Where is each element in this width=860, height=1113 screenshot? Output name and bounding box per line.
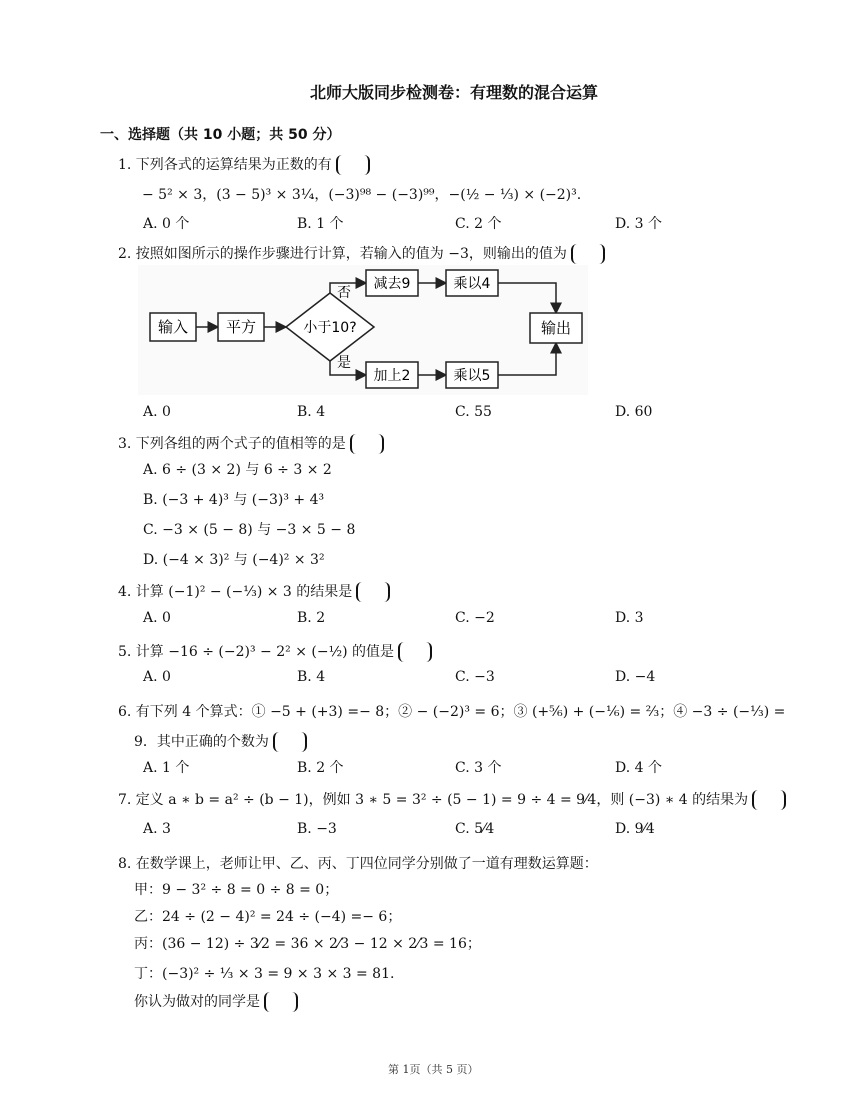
section-heading: 一、选择题（共 10 小题；共 50 分） (100, 127, 341, 143)
q2-option-d[interactable]: D. 60 (615, 404, 653, 420)
q1-option-b[interactable]: B. 1 个 (297, 216, 344, 232)
q8-line-bing: 丙：(36 − 12) ÷ 3⁄2 = 36 × 2⁄3 − 12 × 2⁄3 = 16； (134, 936, 481, 952)
q3-option-d[interactable]: D. (−4 × 3)² 与 (−4)² × 3² (143, 552, 325, 568)
q4-option-b[interactable]: B. 2 (297, 610, 326, 626)
answer-blank[interactable] (398, 642, 432, 662)
question-8-ask (134, 991, 298, 1012)
question-8-text: 你认为做对的同学是 (134, 994, 260, 1010)
q7-option-c[interactable]: C. 5⁄4 (455, 821, 495, 837)
page-title: 北师大版同步检测卷：有理数的混合运算 (310, 83, 599, 102)
question-6-stem: 6. 有下列 4 个算式：① −5 + (+3) =− 8；② − (−2)³ = 6；③ (+⅚) + (−⅙) = ⅔；④ −3 ÷ (−⅓) = (118, 704, 786, 720)
question-1-text: 1. 下列各式的运算结果为正数的有 (118, 157, 332, 173)
answer-blank[interactable] (571, 244, 605, 264)
question-7-stem (118, 789, 786, 810)
question-3-stem (118, 433, 384, 454)
answer-blank[interactable] (350, 434, 384, 454)
q2-option-b[interactable]: B. 4 (297, 404, 326, 420)
q6-option-b[interactable]: B. 2 个 (297, 760, 344, 776)
q5-option-a[interactable]: A. 0 (143, 669, 171, 685)
question-8-stem: 8. 在数学课上，老师让甲、乙、丙、丁四位同学分别做了一道有理数运算题： (118, 856, 598, 872)
flow-yes-label: 是 (337, 355, 351, 371)
q1-option-a[interactable]: A. 0 个 (143, 216, 190, 232)
flow-multiply4-label: 乘以4 (453, 276, 491, 292)
q1-option-c[interactable]: C. 2 个 (455, 216, 502, 232)
answer-blank[interactable] (752, 790, 786, 810)
answer-blank[interactable] (264, 992, 298, 1012)
q7-option-d[interactable]: D. 9⁄4 (615, 821, 655, 837)
question-1-expression: − 5² × 3，(3 − 5)³ × 3¹⁄₄，(−3)⁹⁸ − (−3)⁹⁹，−(½ − ⅓) × (−2)³. (142, 187, 582, 203)
q6-option-c[interactable]: C. 3 个 (455, 760, 502, 776)
q8-line-jia: 甲：9 − 3² ÷ 8 = 0 ÷ 8 = 0； (134, 882, 339, 898)
question-6-stem-cont (134, 731, 307, 752)
q7-option-a[interactable]: A. 3 (143, 821, 171, 837)
flow-square-label: 平方 (225, 318, 257, 336)
q7-option-b[interactable]: B. −3 (297, 821, 337, 837)
flow-multiply5-label: 乘以5 (453, 368, 491, 384)
q4-option-c[interactable]: C. −2 (455, 610, 495, 626)
answer-blank[interactable] (356, 582, 390, 602)
q8-line-yi: 乙：24 ÷ (2 − 4)² = 24 ÷ (−4) =− 6； (134, 909, 402, 925)
q2-option-a[interactable]: A. 0 (143, 404, 171, 420)
q4-option-d[interactable]: D. 3 (615, 610, 644, 626)
q6-option-d[interactable]: D. 4 个 (615, 760, 662, 776)
q5-option-c[interactable]: C. −3 (455, 669, 495, 685)
question-6-text: 9．其中正确的个数为 (134, 734, 269, 750)
q8-line-ding: 丁：(−3)² ÷ ⅓ × 3 = 9 × 3 × 3 = 81. (134, 966, 395, 982)
question-4-text: 4. 计算 (−1)² − (−⅓) × 3 的结果是 (118, 584, 353, 600)
q5-option-b[interactable]: B. 4 (297, 669, 326, 685)
q6-option-a[interactable]: A. 1 个 (143, 760, 190, 776)
answer-blank[interactable] (336, 155, 370, 175)
question-2-stem (118, 243, 605, 264)
question-1-stem (118, 154, 370, 175)
flow-add-label: 加上2 (373, 368, 411, 384)
q3-option-b[interactable]: B. (−3 + 4)³ 与 (−3)³ + 4³ (143, 492, 325, 508)
q5-option-d[interactable]: D. −4 (615, 669, 656, 685)
page-footer: 第 1页（共 5 页） (388, 1063, 479, 1076)
question-5-text: 5. 计算 −16 ÷ (−2)³ − 2² × (−½) 的值是 (118, 644, 395, 660)
answer-blank[interactable] (273, 732, 307, 752)
flowchart (138, 265, 588, 395)
flow-decision-label: 小于10? (303, 320, 357, 336)
question-5-stem (118, 641, 432, 662)
q1-option-d[interactable]: D. 3 个 (615, 216, 662, 232)
q2-option-c[interactable]: C. 55 (455, 404, 492, 420)
q4-option-a[interactable]: A. 0 (143, 610, 171, 626)
q3-option-a[interactable]: A. 6 ÷ (3 × 2) 与 6 ÷ 3 × 2 (143, 462, 332, 478)
question-7-text: 7. 定义 a ∗ b = a² ÷ (b − 1)，例如 3 ∗ 5 = 3² ÷ (5 − 1) = 9 ÷ 4 = 9⁄4，则 (−3) ∗ 4 的结果为 (118, 792, 749, 808)
flow-no-label: 否 (337, 285, 351, 301)
flow-input-label: 输入 (157, 318, 189, 336)
flow-subtract-label: 减去9 (373, 276, 411, 292)
q3-option-c[interactable]: C. −3 × (5 − 8) 与 −3 × 5 − 8 (143, 522, 356, 538)
question-3-text: 3. 下列各组的两个式子的值相等的是 (118, 436, 346, 452)
question-2-text: 2. 按照如图所示的操作步骤进行计算，若输入的值为 −3，则输出的值为 (118, 246, 567, 262)
flow-output-label: 输出 (540, 319, 572, 337)
question-4-stem (118, 581, 390, 602)
